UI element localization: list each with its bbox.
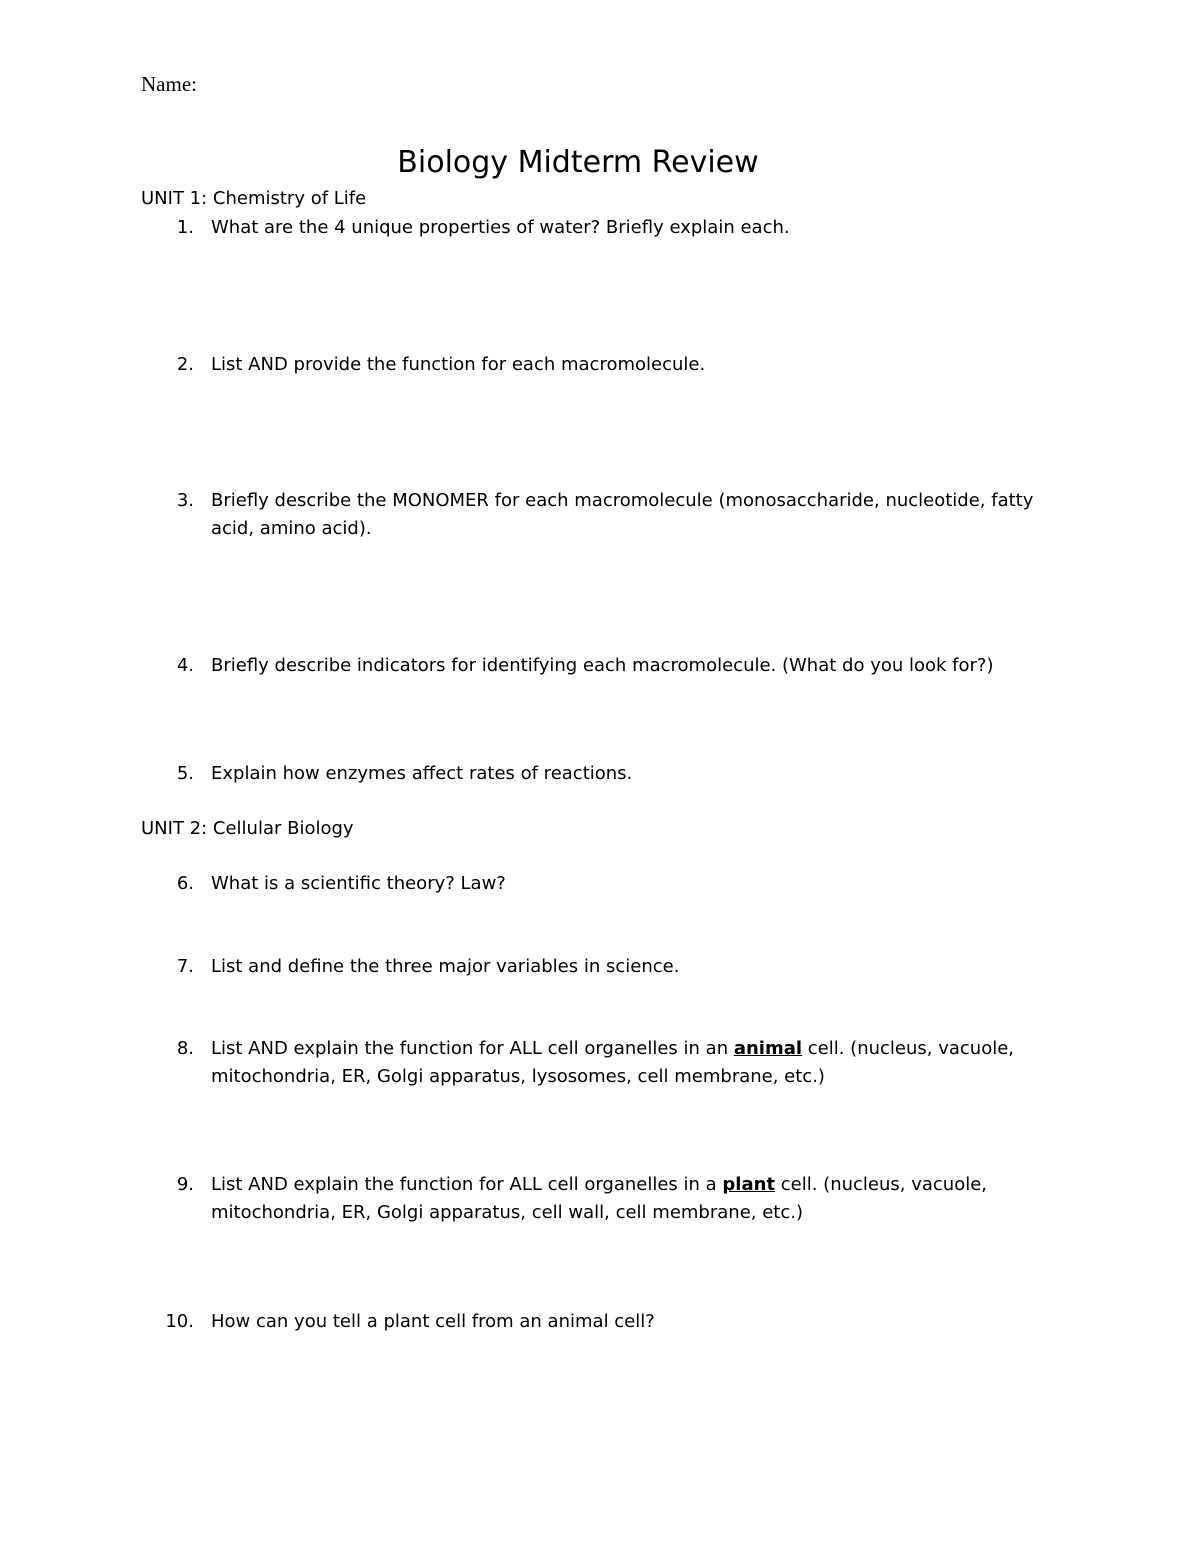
question-number: 7.: [176, 956, 194, 977]
question-text-part: cell. (nucleus, vacuole,: [775, 1174, 988, 1195]
question-text: [211, 1171, 1091, 1227]
question-number: 2.: [176, 354, 194, 375]
question-number: 6.: [176, 873, 194, 894]
question-text-line-1: Briefly describe the MONOMER for each macromolecule (monosaccharide, nucleotide, fatty: [211, 490, 1034, 511]
question-text: Explain how enzymes affect rates of reactions.: [211, 763, 633, 784]
page-title: Biology Midterm Review: [397, 145, 759, 180]
question-number: 5.: [176, 763, 194, 784]
question-text-line-2: mitochondria, ER, Golgi apparatus, lysosomes, cell membrane, etc.): [211, 1066, 825, 1087]
question-text: What is a scientific theory? Law?: [211, 873, 506, 894]
question-text-part: List AND explain the function for ALL cell organelles in an: [211, 1038, 734, 1059]
question-text-line-2: acid, amino acid).: [211, 518, 372, 539]
question-text: How can you tell a plant cell from an animal cell?: [211, 1311, 655, 1332]
question-text: List and define the three major variables in science.: [211, 956, 680, 977]
unit-1-heading: UNIT 1: Chemistry of Life: [141, 188, 367, 209]
question-number: 4.: [176, 655, 194, 676]
question-number: 3.: [176, 490, 194, 511]
question-text: [211, 487, 1091, 543]
question-text-line-2: mitochondria, ER, Golgi apparatus, cell wall, cell membrane, etc.): [211, 1202, 803, 1223]
emphasized-word: plant: [722, 1174, 776, 1195]
question-text-part: cell. (nucleus, vacuole,: [802, 1038, 1015, 1059]
question-number: 9.: [176, 1174, 194, 1195]
question-text-part: List AND explain the function for ALL cell organelles in a: [211, 1174, 723, 1195]
question-number: 1.: [176, 217, 194, 238]
question-number: 10.: [165, 1311, 194, 1332]
name-label: Name:: [141, 72, 197, 96]
unit-2-heading: UNIT 2: Cellular Biology: [141, 818, 354, 839]
emphasized-word: animal: [733, 1038, 803, 1059]
question-text: Briefly describe indicators for identifying each macromolecule. (What do you look for?): [211, 655, 994, 676]
question-text: What are the 4 unique properties of water? Briefly explain each.: [211, 217, 790, 238]
question-text: [211, 1035, 1091, 1091]
question-text: List AND provide the function for each macromolecule.: [211, 354, 706, 375]
question-number: 8.: [176, 1038, 194, 1059]
